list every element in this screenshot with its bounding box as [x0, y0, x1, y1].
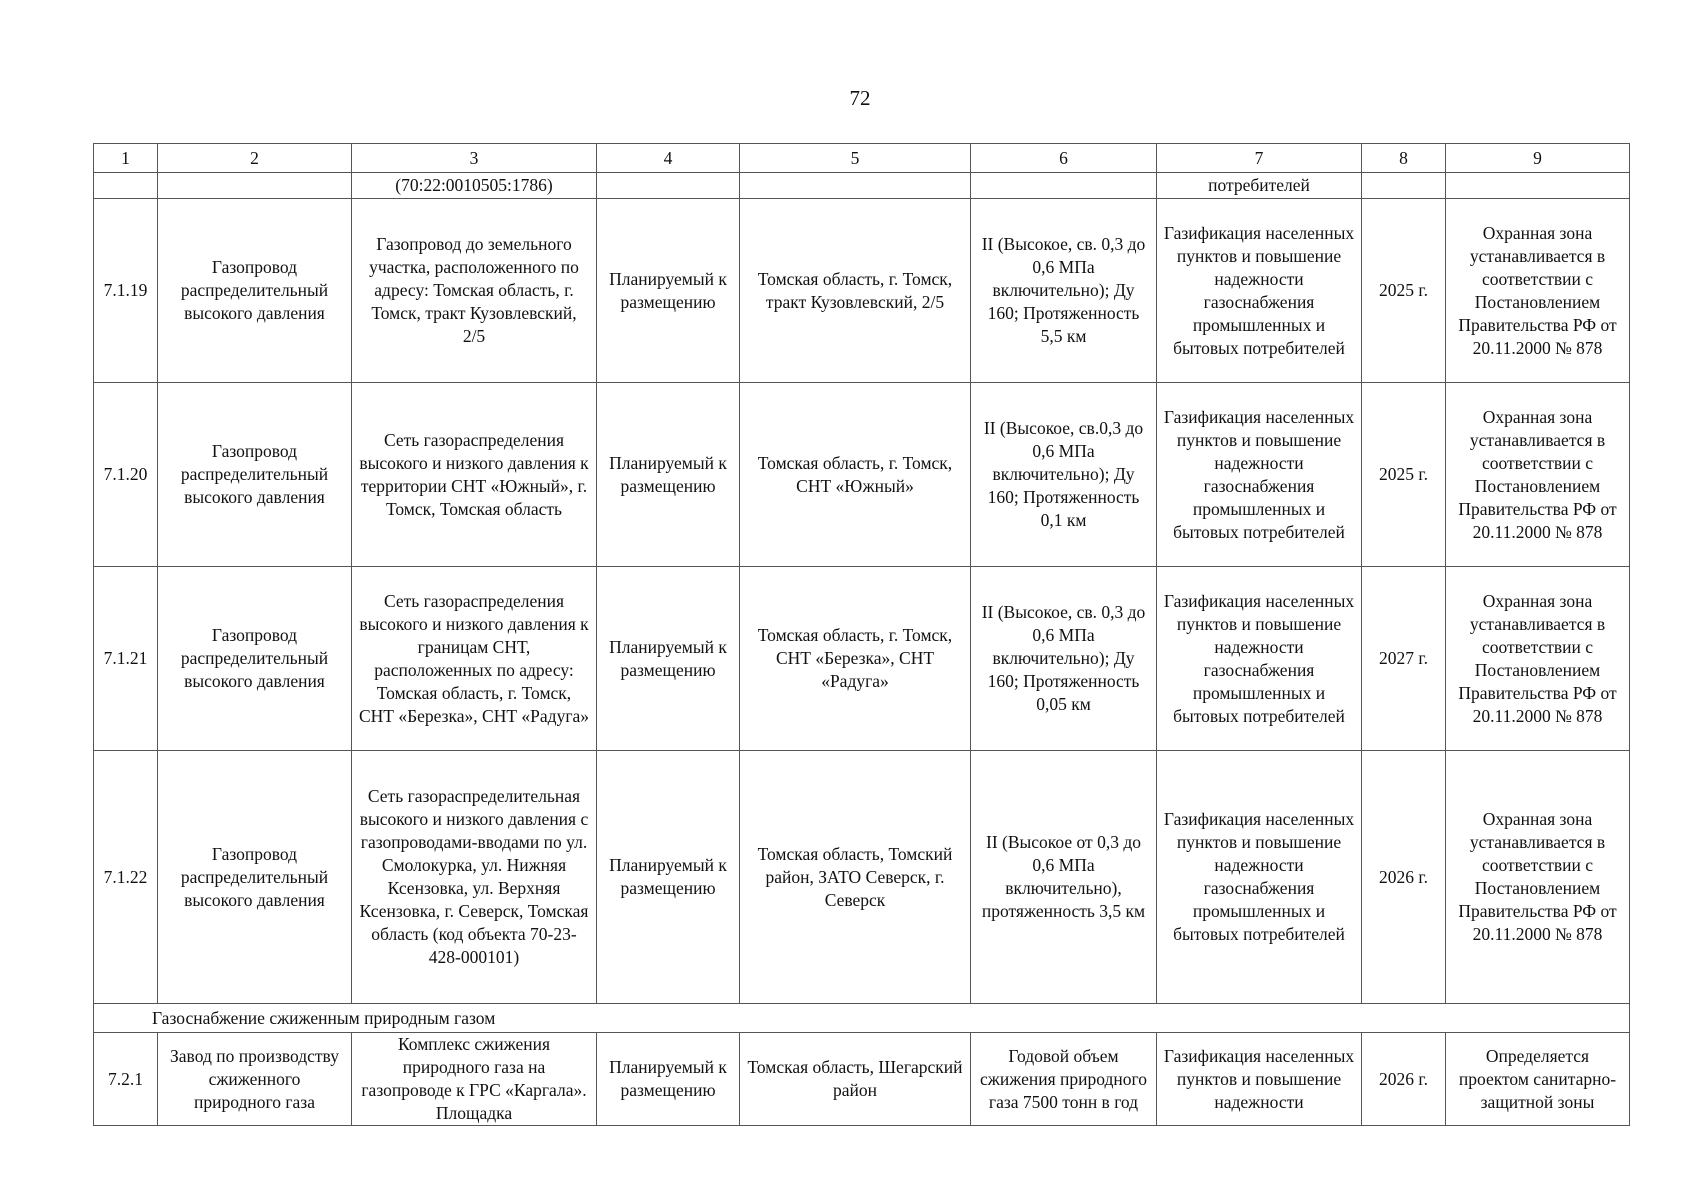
object-purpose: Газификация населенных пунктов и повышение надежности газоснабжения промышленных и бытовых потребителей — [1157, 567, 1362, 751]
object-name: Сеть газораспределения высокого и низкого давления к границам СНТ, расположенных по адресу: Томская область, г. Томск, СНТ «Березка», СНТ «Радуга» — [352, 567, 597, 751]
row-number: 7.1.20 — [94, 383, 158, 567]
object-zone: Охранная зона устанавливается в соответствии с Постановлением Правительства РФ от 20.11.2000 № 878 — [1446, 751, 1630, 1004]
object-year: 2026 г. — [1362, 1033, 1446, 1126]
object-year: 2025 г. — [1362, 199, 1446, 383]
column-number-row — [94, 144, 1630, 173]
table-cell: потребителей — [1157, 173, 1362, 199]
object-characteristics: Годовой объем сжижения природного газа 7500 тонн в год — [971, 1033, 1157, 1126]
column-number: 2 — [158, 144, 352, 173]
page-number: 72 — [849, 86, 871, 110]
object-status: Планируемый к размещению — [597, 199, 740, 383]
object-location: Томская область, Шегарский район — [740, 1033, 971, 1126]
table-row — [94, 567, 1630, 751]
object-zone: Охранная зона устанавливается в соответствии с Постановлением Правительства РФ от 20.11.2000 № 878 — [1446, 383, 1630, 567]
object-type: Газопровод распределительный высокого давления — [158, 199, 352, 383]
object-zone: Определяется проектом санитарно-защитной зоны — [1446, 1033, 1630, 1126]
object-location: Томская область, г. Томск, СНТ «Березка», СНТ «Радуга» — [740, 567, 971, 751]
object-status: Планируемый к размещению — [597, 567, 740, 751]
table-cell — [597, 173, 740, 199]
object-name: Сеть газораспределительная высокого и низкого давления с газопроводами-вводами по ул. Смолокурка, ул. Нижняя Ксензовка, ул. Верхняя Ксензовка, г. Северск, Томская область (код объекта 70-23-428-000101) — [352, 751, 597, 1004]
row-number: 7.1.22 — [94, 751, 158, 1004]
column-number: 8 — [1362, 144, 1446, 173]
table-cell — [1362, 173, 1446, 199]
object-status: Планируемый к размещению — [597, 383, 740, 567]
object-type: Завод по производству сжиженного природного газа — [158, 1033, 352, 1126]
object-location: Томская область, г. Томск, СНТ «Южный» — [740, 383, 971, 567]
document-table — [93, 143, 1630, 1126]
object-year: 2025 г. — [1362, 383, 1446, 567]
object-year: 2026 г. — [1362, 751, 1446, 1004]
section-row — [94, 1004, 1630, 1033]
object-characteristics: II (Высокое от 0,3 до 0,6 МПа включительно), протяженность 3,5 км — [971, 751, 1157, 1004]
column-number: 9 — [1446, 144, 1630, 173]
object-name: Комплекс сжижения природного газа на газопроводе к ГРС «Каргала». Площадка — [352, 1033, 597, 1126]
object-characteristics: II (Высокое, св. 0,3 до 0,6 МПа включительно); Ду 160; Протяженность 5,5 км — [971, 199, 1157, 383]
object-purpose: Газификация населенных пунктов и повышение надежности газоснабжения промышленных и бытовых потребителей — [1157, 383, 1362, 567]
table-row — [94, 1033, 1630, 1126]
object-status: Планируемый к размещению — [597, 1033, 740, 1126]
table-cell — [740, 173, 971, 199]
object-type: Газопровод распределительный высокого давления — [158, 383, 352, 567]
object-purpose: Газификация населенных пунктов и повышение надежности газоснабжения промышленных и бытовых потребителей — [1157, 751, 1362, 1004]
table-cell — [971, 173, 1157, 199]
table-cell: (70:22:0010505:1786) — [352, 173, 597, 199]
table-row — [94, 383, 1630, 567]
object-characteristics: II (Высокое, св. 0,3 до 0,6 МПа включительно); Ду 160; Протяженность 0,05 км — [971, 567, 1157, 751]
table-cell — [1446, 173, 1630, 199]
object-zone: Охранная зона устанавливается в соответствии с Постановлением Правительства РФ от 20.11.2000 № 878 — [1446, 199, 1630, 383]
object-location: Томская область, Томский район, ЗАТО Северск, г. Северск — [740, 751, 971, 1004]
object-type: Газопровод распределительный высокого давления — [158, 751, 352, 1004]
object-name: Сеть газораспределения высокого и низкого давления к территории СНТ «Южный», г. Томск, Томская область — [352, 383, 597, 567]
table-cell — [94, 173, 158, 199]
row-number: 7.2.1 — [94, 1033, 158, 1126]
object-year: 2027 г. — [1362, 567, 1446, 751]
column-number: 7 — [1157, 144, 1362, 173]
object-purpose: Газификация населенных пунктов и повышение надежности — [1157, 1033, 1362, 1126]
object-characteristics: II (Высокое, св.0,3 до 0,6 МПа включительно); Ду 160; Протяженность 0,1 км — [971, 383, 1157, 567]
table-row — [94, 751, 1630, 1004]
continuation-row — [94, 173, 1630, 199]
column-number: 5 — [740, 144, 971, 173]
object-name: Газопровод до земельного участка, расположенного по адресу: Томская область, г. Томск, тракт Кузовлевский, 2/5 — [352, 199, 597, 383]
table-row — [94, 199, 1630, 383]
object-location: Томская область, г. Томск, тракт Кузовлевский, 2/5 — [740, 199, 971, 383]
row-number: 7.1.19 — [94, 199, 158, 383]
object-purpose: Газификация населенных пунктов и повышение надежности газоснабжения промышленных и бытовых потребителей — [1157, 199, 1362, 383]
table-cell — [158, 173, 352, 199]
object-zone: Охранная зона устанавливается в соответствии с Постановлением Правительства РФ от 20.11.2000 № 878 — [1446, 567, 1630, 751]
object-type: Газопровод распределительный высокого давления — [158, 567, 352, 751]
row-number: 7.1.21 — [94, 567, 158, 751]
section-title: Газоснабжение сжиженным природным газом — [94, 1004, 1630, 1033]
column-number: 3 — [352, 144, 597, 173]
column-number: 4 — [597, 144, 740, 173]
column-number: 1 — [94, 144, 158, 173]
column-number: 6 — [971, 144, 1157, 173]
object-status: Планируемый к размещению — [597, 751, 740, 1004]
